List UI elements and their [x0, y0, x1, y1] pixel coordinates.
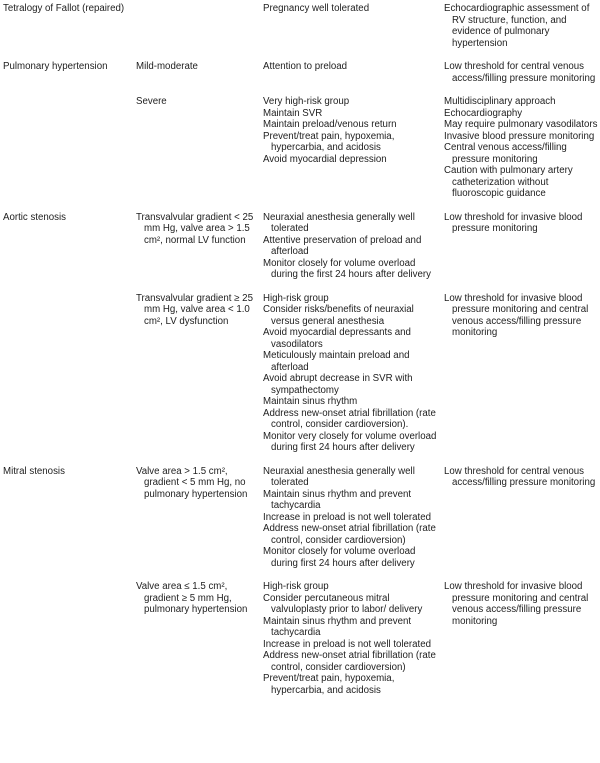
- monitoring-cell: [444, 61, 600, 96]
- severity-cell-text: Mild-moderate: [136, 61, 198, 72]
- monitoring-item: Central venous access/filling pressure monitoring: [444, 142, 567, 165]
- consideration-item: Maintain sinus rhythm: [263, 396, 358, 407]
- condition-cell: [0, 581, 136, 708]
- monitoring-cell: [444, 212, 600, 293]
- consideration-item: Avoid myocardial depression: [263, 153, 387, 165]
- severity-cell-text: Transvalvular gradient < 25 mm Hg, valve area > 1.5 cm², normal LV function: [136, 211, 254, 246]
- severity-cell: [136, 61, 263, 96]
- condition-cell: [0, 212, 136, 293]
- table-row: [0, 581, 600, 708]
- consideration-item: Attention to preload: [263, 61, 348, 72]
- monitoring-item: Invasive blood pressure monitoring: [444, 130, 595, 142]
- consideration-item: Monitor closely for volume overload during first 24 hours after delivery: [263, 546, 416, 569]
- consideration-item: Maintain sinus rhythm and prevent tachycardia: [263, 488, 412, 511]
- table-row: [0, 466, 600, 582]
- table-row: [0, 3, 600, 61]
- consideration-item: Maintain SVR: [263, 107, 323, 119]
- table-row: [0, 96, 600, 212]
- considerations-cell: [263, 61, 444, 96]
- considerations-cell: [263, 212, 444, 293]
- consideration-item: Address new-onset atrial fibrillation (rate control, consider cardioversion): [263, 650, 436, 673]
- monitoring-item: Caution with pulmonary artery catheterization without fluoroscopic guidance: [444, 165, 573, 199]
- table-row: [0, 293, 600, 466]
- consideration-item: Prevent/treat pain, hypoxemia, hypercarbia, and acidosis: [263, 673, 395, 696]
- monitoring-cell: [444, 96, 600, 212]
- severity-cell: [136, 3, 263, 61]
- consideration-item: Consider risks/benefits of neuraxial versus general anesthesia: [263, 304, 414, 327]
- monitoring-cell: [444, 581, 600, 708]
- condition-cell-text: Mitral stenosis: [3, 465, 65, 477]
- condition-cell-text: Tetralogy of Fallot (repaired): [3, 3, 125, 14]
- table-row: [0, 61, 600, 96]
- consideration-item: Address new-onset atrial fibrillation (rate control, consider cardioversion): [263, 523, 436, 546]
- severity-cell-text: Severe: [136, 96, 167, 107]
- consideration-item: Avoid myocardial depressants and vasodilators: [263, 327, 411, 350]
- consideration-item: Consider percutaneous mitral valvuloplasty prior to labor/ delivery: [263, 592, 423, 615]
- consideration-item: High-risk group: [263, 292, 329, 304]
- monitoring-item: Low threshold for central venous access/filling pressure monitoring: [444, 465, 596, 488]
- consideration-item: Maintain sinus rhythm and prevent tachycardia: [263, 615, 412, 638]
- monitoring-item: May require pulmonary vasodilators: [444, 119, 598, 130]
- consideration-item: Attentive preservation of preload and afterload: [263, 234, 422, 257]
- table-row: [0, 212, 600, 293]
- consideration-item: Neuraxial anesthesia generally well tolerated: [263, 211, 415, 234]
- severity-cell-text: Valve area ≤ 1.5 cm², gradient ≥ 5 mm Hg, pulmonary hypertension: [136, 581, 248, 615]
- condition-cell-text: Pulmonary hypertension: [3, 61, 108, 72]
- considerations-cell: [263, 96, 444, 212]
- consideration-item: Neuraxial anesthesia generally well tolerated: [263, 465, 415, 488]
- severity-cell-text: Valve area > 1.5 cm², gradient < 5 mm Hg, no pulmonary hypertension: [136, 465, 248, 500]
- monitoring-item: Low threshold for invasive blood pressure monitoring and central venous access/filling pressure monitoring: [444, 292, 589, 338]
- severity-cell: [136, 293, 263, 466]
- consideration-item: Increase in preload is not well tolerated: [263, 638, 432, 650]
- consideration-item: Meticulously maintain preload and afterload: [263, 350, 410, 373]
- monitoring-item: Echocardiography: [444, 107, 523, 119]
- monitoring-cell: [444, 466, 600, 582]
- monitoring-item: Low threshold for central venous access/filling pressure monitoring: [444, 61, 596, 84]
- severity-cell: [136, 581, 263, 708]
- consideration-item: Prevent/treat pain, hypoxemia, hypercarbia, and acidosis: [263, 130, 395, 153]
- consideration-item: Monitor closely for volume overload during the first 24 hours after delivery: [263, 257, 431, 280]
- consideration-item: Avoid abrupt decrease in SVR with sympathectomy: [263, 373, 413, 396]
- monitoring-cell: [444, 3, 600, 61]
- consideration-item: Address new-onset atrial fibrillation (rate control, consider cardioversion).: [263, 407, 436, 430]
- condition-cell-text: Aortic stenosis: [3, 211, 66, 223]
- condition-cell: [0, 466, 136, 582]
- table-body: [0, 3, 600, 708]
- consideration-item: Pregnancy well tolerated: [263, 3, 370, 14]
- consideration-item: Maintain preload/venous return: [263, 119, 397, 130]
- condition-cell: [0, 61, 136, 96]
- monitoring-item: Low threshold for invasive blood pressure monitoring and central venous access/filling pressure monitoring: [444, 581, 589, 627]
- consideration-item: High-risk group: [263, 581, 329, 592]
- monitoring-cell: [444, 293, 600, 466]
- consideration-item: Monitor very closely for volume overload during first 24 hours after delivery: [263, 430, 437, 453]
- considerations-cell: [263, 3, 444, 61]
- cardiac-conditions-table: [0, 3, 600, 708]
- condition-cell: [0, 96, 136, 212]
- severity-cell-text: Transvalvular gradient ≥ 25 mm Hg, valve area < 1.0 cm², LV dysfunction: [136, 292, 253, 327]
- severity-cell: [136, 466, 263, 582]
- monitoring-item: Multidisciplinary approach: [444, 96, 556, 107]
- considerations-cell: [263, 293, 444, 466]
- severity-cell: [136, 212, 263, 293]
- consideration-item: Very high-risk group: [263, 96, 350, 107]
- consideration-item: Increase in preload is not well tolerated: [263, 511, 432, 523]
- severity-cell: [136, 96, 263, 212]
- condition-cell: [0, 293, 136, 466]
- monitoring-item: Echocardiographic assessment of RV structure, function, and evidence of pulmonary hypertension: [444, 3, 590, 49]
- monitoring-item: Low threshold for invasive blood pressure monitoring: [444, 211, 583, 234]
- considerations-cell: [263, 581, 444, 708]
- considerations-cell: [263, 466, 444, 582]
- condition-cell: [0, 3, 136, 61]
